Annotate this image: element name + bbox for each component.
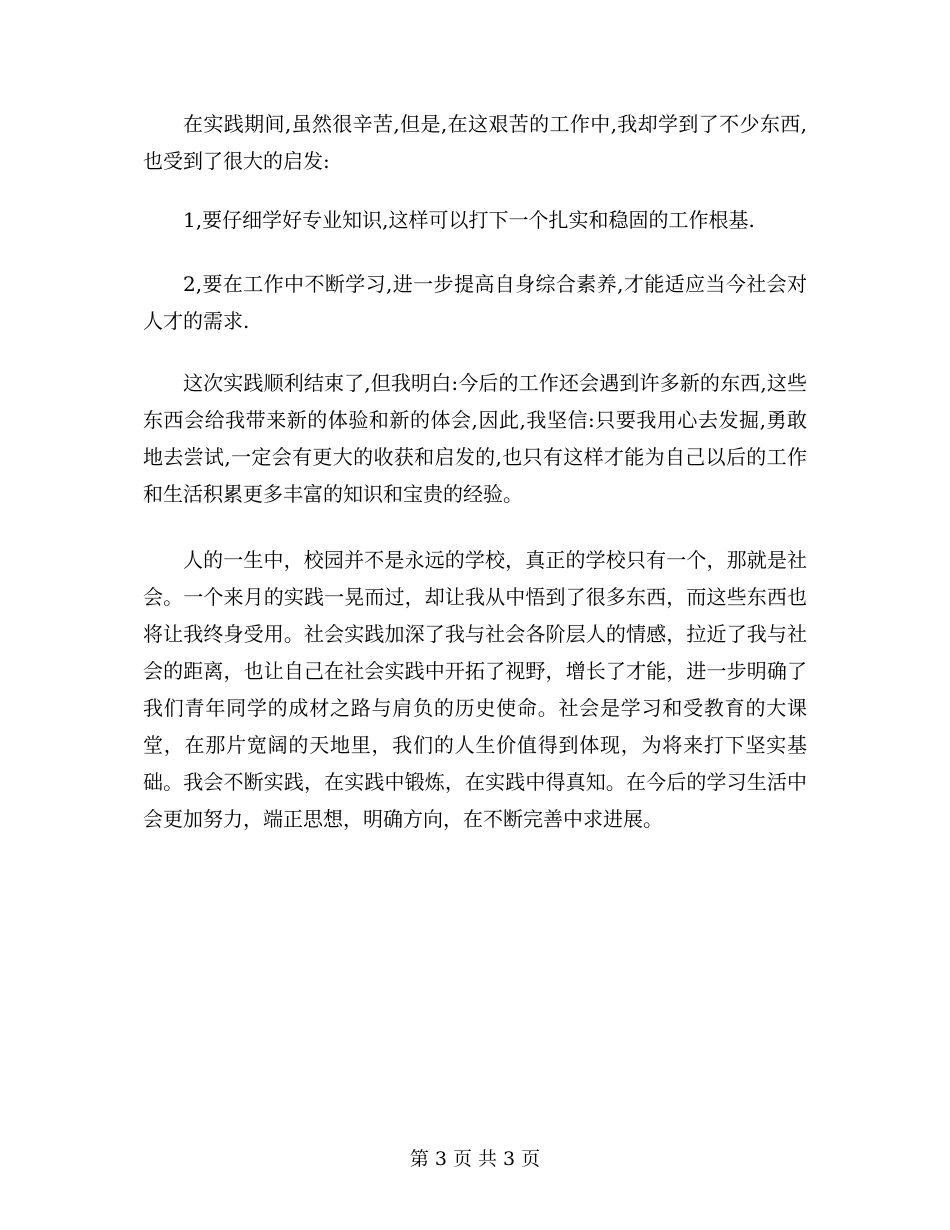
document-body bbox=[143, 106, 807, 838]
paragraph-practice-conclusion: 这次实践顺利结束了,但我明白:今后的工作还会遇到许多新的东西,这些东西会给我带来新的体验和新的体会,因此,我坚信:只要我用心去发掘,勇敢地去尝试,一定会有更大的收获和启发的,也只有这样才能为自己以后的工作和生活积累更多丰富的知识和宝贵的经验。 bbox=[143, 371, 807, 506]
page-number-footer: 第 3 页 共 3 页 bbox=[409, 1148, 541, 1170]
paragraph-reflection-intro: 在实践期间,虽然很辛苦,但是,在这艰苦的工作中,我却学到了不少东西,也受到了很大的启发: bbox=[143, 112, 807, 173]
paragraph-society-as-school: 人的一生中，校园并不是永远的学校，真正的学校只有一个，那就是社会。一个来月的实践一晃而过，却让我从中悟到了很多东西，而这些东西也将让我终身受用。社会实践加深了我与社会各阶层人的情感，拉近了我与社会的距离，也让自己在社会实践中开拓了视野，增长了才能，进一步明确了我们青年同学的成材之路与肩负的历史使命。社会是学习和受教育的大课堂，在那片宽阔的天地里，我们的人生价值得到体现，为将来打下坚实基础。我会不断实践，在实践中锻炼，在实践中得真知。在今后的学习生活中会更加努力，端正思想，明确方向，在不断完善中求进展。 bbox=[143, 548, 807, 831]
paragraph-point-2: 2,要在工作中不断学习,进一步提高自身综合素养,才能适应当今社会对人才的需求. bbox=[143, 272, 807, 333]
paragraph-point-1: 1,要仔细学好专业知识,这样可以打下一个扎实和稳固的工作根基. bbox=[183, 208, 755, 232]
